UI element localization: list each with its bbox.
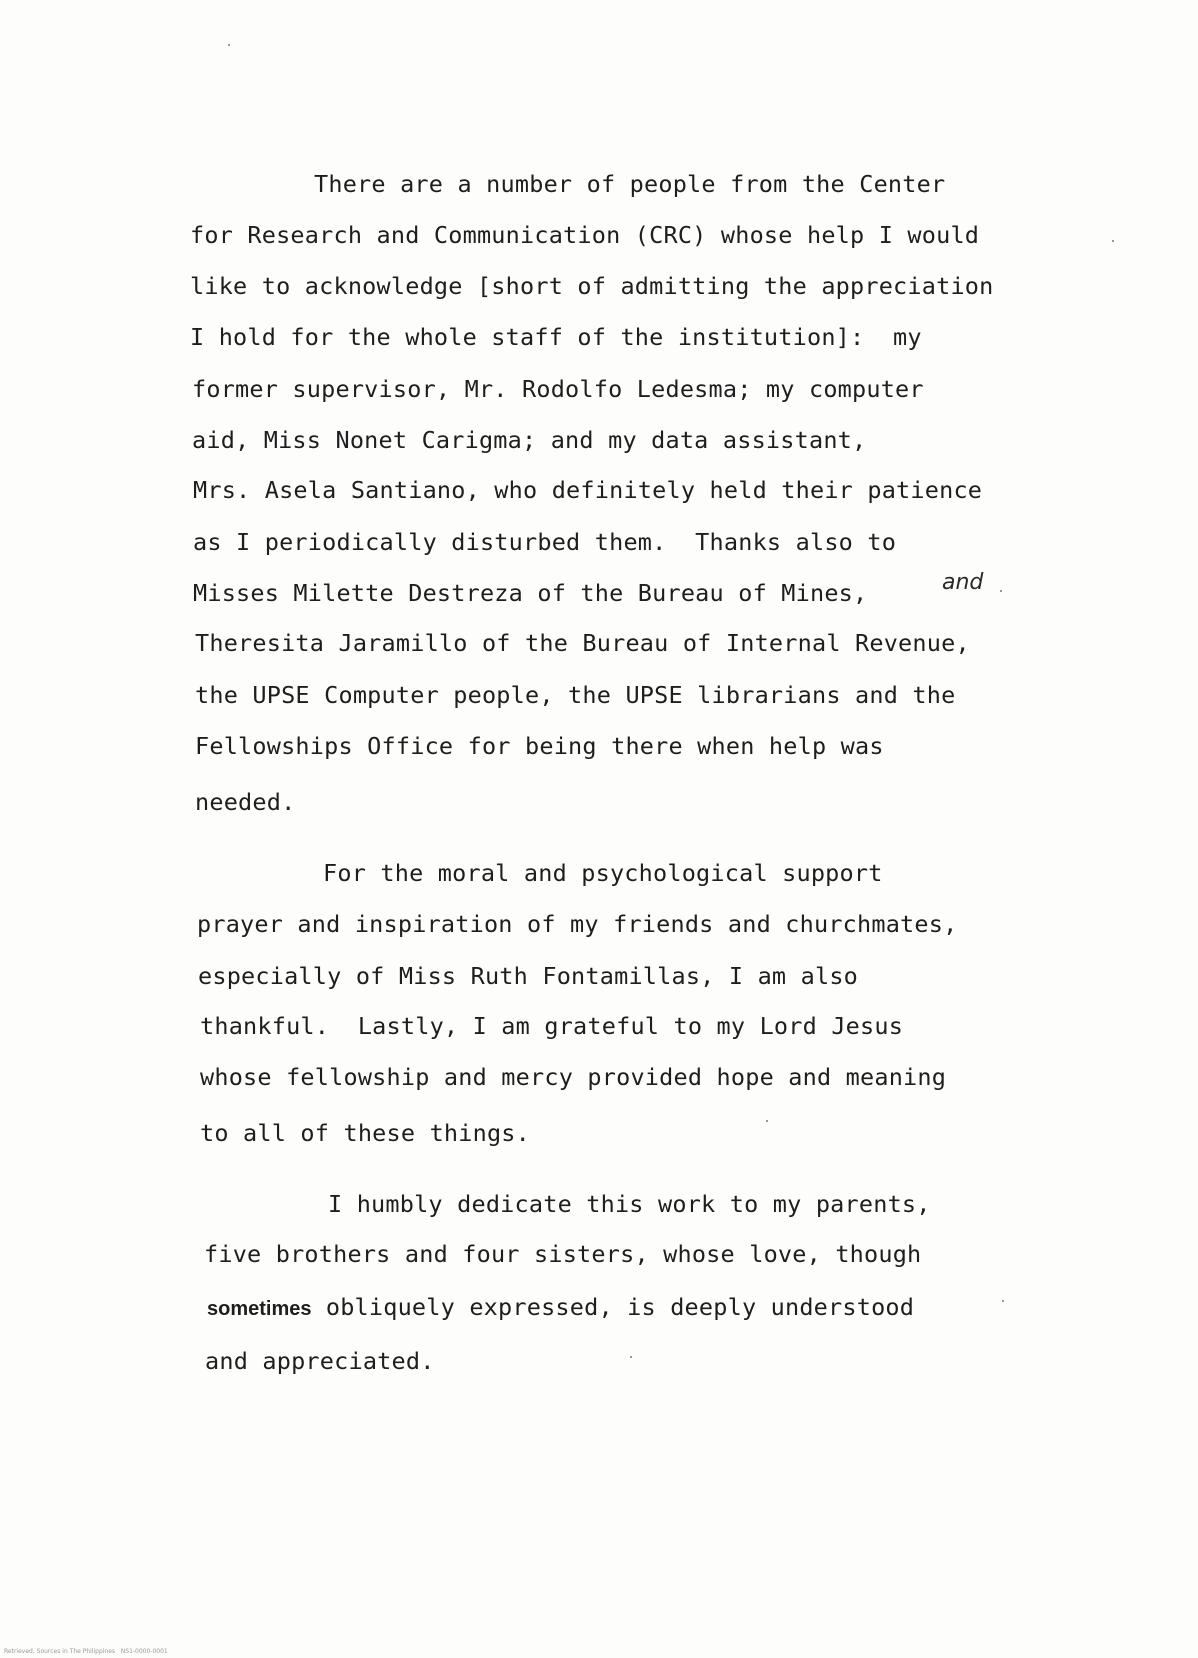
p1-line-5: former supervisor, Mr. Rodolfo Ledesma; my computer	[192, 375, 924, 403]
p3-line-2: five brothers and four sisters, whose love, though	[204, 1240, 922, 1268]
scan-speck	[766, 1120, 768, 1122]
handwritten-insert: and	[942, 570, 984, 595]
p1-line-3: like to acknowledge [short of admitting the appreciation	[190, 272, 994, 300]
scan-speck	[1112, 240, 1114, 242]
p2-line-3: especially of Miss Ruth Fontamillas, I am also	[198, 962, 859, 990]
p1-line-11: the UPSE Computer people, the UPSE librarians and the	[195, 681, 956, 709]
p1-line-10: Theresita Jaramillo of the Bureau of Internal Revenue,	[195, 629, 970, 657]
p1-line-4: I hold for the whole staff of the institution]: my	[190, 323, 922, 351]
p1-line-6: aid, Miss Nonet Carigma; and my data assistant,	[192, 426, 867, 454]
p1-line-13: needed.	[195, 788, 296, 816]
p3-line-4: and appreciated.	[205, 1347, 435, 1375]
scan-speck	[1002, 1300, 1004, 1302]
p1-line-2: for Research and Communication (CRC) whose help I would	[190, 221, 980, 249]
p3-line-3	[207, 1293, 915, 1321]
p1-line-8: as I periodically disturbed them. Thanks also to	[193, 528, 897, 556]
scan-speck	[1000, 590, 1002, 592]
p2-line-5: whose fellowship and mercy provided hope and meaning	[200, 1063, 947, 1091]
p2-line-6: to all of these things.	[200, 1119, 531, 1147]
p2-line-1: For the moral and psychological support	[323, 859, 883, 887]
p1-line-9: Misses Milette Destreza of the Bureau of Mines,	[193, 579, 868, 607]
scan-footer: Retrieved, Sources in The Philippines NS1-0000-0001	[4, 1648, 168, 1655]
bold-word-sometimes: sometimes	[207, 1298, 312, 1320]
p1-line-7: Mrs. Asela Santiano, who definitely held their patience	[193, 476, 983, 504]
p1-line-12: Fellowships Office for being there when help was	[195, 732, 884, 760]
p2-line-2: prayer and inspiration of my friends and churchmates,	[197, 910, 958, 938]
p3-line-1: I humbly dedicate this work to my parents,	[328, 1190, 931, 1218]
scan-speck	[630, 1356, 632, 1358]
scan-speck	[228, 44, 230, 46]
p3-line-3-rest: obliquely expressed, is deeply understood	[311, 1293, 915, 1321]
p1-line-1: There are a number of people from the Center	[314, 170, 946, 198]
p2-line-4: thankful. Lastly, I am grateful to my Lord Jesus	[200, 1012, 904, 1040]
